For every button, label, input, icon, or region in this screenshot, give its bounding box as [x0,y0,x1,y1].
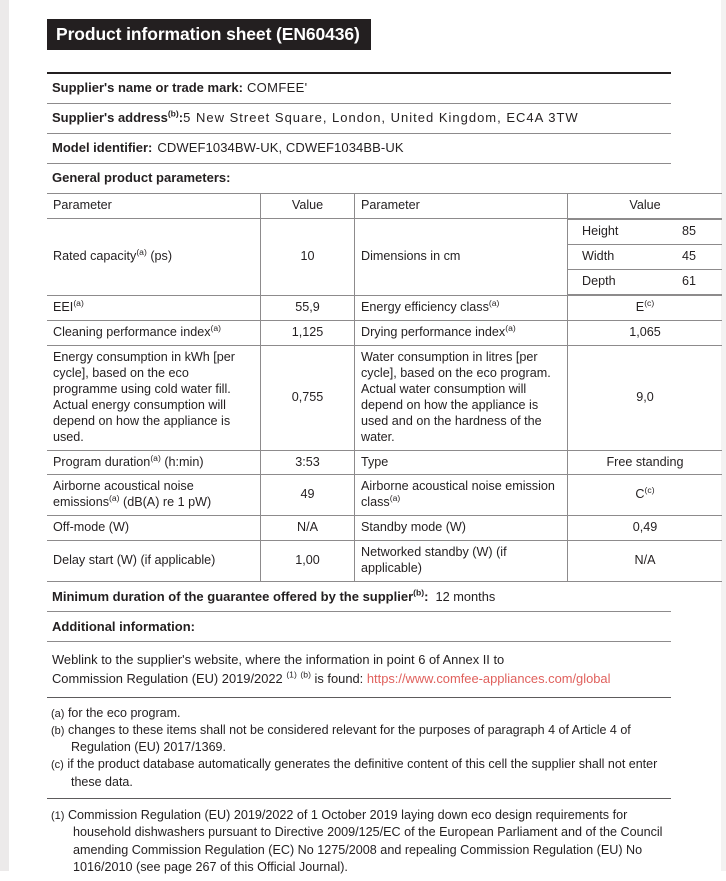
delay-start-label: Delay start (W) (if applicable) [47,541,261,582]
footnote-marker-c: (c) [644,485,655,496]
footnote-1-text: Commission Regulation (EU) 2019/2022 of 1 October 2019 laying down eco design requirements for household dishwashers pursuant to Directive 2009/125/EC of the European Parliament and of the Council amending Commission Regulation (EC) No 1275/2008 and repealing Commission Regulation (EU) No 1016/2010 (see page 267 of this Official Journal). [67,807,663,875]
guarantee-label: Minimum duration of the guarantee offered by the supplier [52,589,414,605]
header-value-left: Value [261,193,355,218]
energy-class-value: E$^{(c)}$ [568,295,723,320]
networked-standby-value: N/A [568,541,723,582]
product-information-sheet [47,0,696,881]
table-row-performance-index [47,320,722,345]
cleaning-index-value: 1,125 [261,320,355,345]
table-row-noise [47,475,722,516]
energy-class-label: Energy efficiency class$^{(a)}$ [355,295,568,320]
footnote-a-mark: (a) [51,708,65,721]
model-identifier-label: Model identifier: [52,139,153,155]
table-header-row [47,193,722,218]
dimension-value-depth: 61 [656,269,722,294]
supplier-address-colon: : [178,110,184,126]
footnote-b-mark: (b) [51,725,65,738]
footnote-a-text: for the eco program. [67,706,181,721]
supplier-name-label: Supplier's name or trade mark: [52,80,243,96]
weblink-text-line2: Commission Regulation (EU) 2019/2022 [52,670,283,686]
dimensions-label: Dimensions in cm [355,218,568,295]
footnote-marker-a: (a) [73,297,84,308]
weblink-block [47,642,671,697]
dimension-row-width [568,244,722,269]
page-title: Product information sheet (EN60436) [47,19,371,50]
footnote-c [51,756,669,790]
noise-emissions-label: Airborne acoustical noise emissions$^{(a)}$ (dB(A) re 1 pW) [47,475,261,516]
dimension-value-height: 85 [656,219,722,244]
dimensions-subtable [568,219,722,295]
off-mode-label: Off-mode (W) [47,516,261,541]
table-row-delay-networked [47,541,722,582]
drying-index-label: Drying performance index$^{(a)}$ [355,320,568,345]
model-identifier-row [47,134,671,163]
header-value-right: Value [568,193,723,218]
dimension-label-width: Width [568,244,656,269]
networked-standby-label: Networked standby (W) (if applicable) [355,541,568,582]
page-left-margin-strip [0,0,9,871]
supplier-address-value: 5 New Street Square, London, United Kingdom, EC4A 3TW [183,110,579,126]
rated-capacity-value: 10 [261,218,355,295]
table-row-off-standby [47,516,722,541]
table-row-eei [47,295,722,320]
guarantee-row [47,582,671,611]
rated-capacity-label: Rated capacity$^{(a)}$ (ps) [47,218,261,295]
footnote-marker-b: (b) [167,108,179,119]
general-parameters-label: General product parameters: [52,169,231,185]
footnote-marker-c: (c) [644,297,655,308]
dimension-row-depth [568,269,722,294]
footnote-marker-a: (a) [505,322,516,333]
supplier-website-link[interactable]: https://www.comfee-appliances.com/global [366,670,611,686]
additional-information-heading: Additional information: [52,619,195,635]
footnote-c-mark: (c) [51,759,64,772]
weblink-text-line3: is found: [314,670,364,686]
supplier-name-row [47,74,671,103]
program-duration-label: Program duration$^{(a)}$ (h:min) [47,450,261,475]
type-value: Free standing [568,450,723,475]
dimension-row-height [568,219,722,244]
eei-value: 55,9 [261,295,355,320]
off-mode-value: N/A [261,516,355,541]
program-duration-value: 3:53 [261,450,355,475]
footnote-b [51,722,669,756]
dimension-value-width: 45 [656,244,722,269]
energy-consumption-label: Energy consumption in kWh [per cycle], based on the eco programme using cold water fill. Actual energy consumption will depend on how the appliance is used. [47,345,261,450]
eei-label: EEI$^{(a)}$ [47,295,261,320]
footnote-marker-a: (a) [488,297,500,308]
footnote-marker-b: (b) [413,588,425,599]
guarantee-colon: : [424,589,429,605]
footnote-marker-a: (a) [150,452,161,463]
weblink-text-line1: Weblink to the supplier's website, where the information in point 6 of Annex II to [52,652,505,668]
dimension-label-depth: Depth [568,269,656,294]
footnote-1 [51,807,669,877]
footnotes-abc [47,698,671,798]
water-consumption-label: Water consumption in litres [per cycle], based on the eco program. Actual water consumption will depend on how the appliance is used and on the hardness of the water. [355,345,568,450]
supplier-block [47,72,671,193]
dimensions-value-group [568,218,723,295]
general-parameters-row [47,164,671,193]
type-label: Type [355,450,568,475]
guarantee-value: 12 months [435,589,496,605]
water-consumption-value: 9,0 [568,345,723,450]
footnotes-regulation [47,799,671,881]
table-row-consumption [47,345,722,450]
cleaning-index-label: Cleaning performance index$^{(a)}$ [47,320,261,345]
noise-class-value: C$^{(c)}$ [568,475,723,516]
noise-emissions-value: 49 [261,475,355,516]
footnote-marker-b: (b) [300,669,311,680]
energy-consumption-value: 0,755 [261,345,355,450]
drying-index-value: 1,065 [568,320,723,345]
footnote-marker-a: (a) [210,322,222,333]
supplier-address-row [47,104,671,133]
delay-start-value: 1,00 [261,541,355,582]
dimension-label-height: Height [568,219,656,244]
footnote-b-text: changes to these items shall not be considered relevant for the purposes of paragraph 4 of Article 4 of Regulation (EU) 2017/1369. [67,723,631,755]
supplier-address-label: Supplier's address [52,110,168,126]
footnote-marker-a: (a) [136,246,147,257]
table-row-rated-capacity [47,218,722,295]
header-parameter-right: Parameter [355,193,568,218]
noise-class-label: Airborne acoustical noise emission class$^{(a)}$ [355,475,568,516]
footnote-c-text: if the product database automatically generates the definitive content of this cell the supplier shall not enter these data. [67,757,658,789]
header-parameter-left: Parameter [47,193,261,218]
footnote-1-mark: (1) [51,809,65,822]
standby-mode-label: Standby mode (W) [355,516,568,541]
standby-mode-value: 0,49 [568,516,723,541]
footnote-marker-a: (a) [389,493,401,504]
supplier-name-value: COMFEE' [246,80,308,96]
general-product-parameters-table [47,193,722,583]
table-row-duration-type [47,450,722,475]
footnote-marker-1: (1) [286,669,297,680]
footnote-marker-a: (a) [109,493,120,504]
footnote-a [51,705,669,722]
model-identifier-value: CDWEF1034BW-UK, CDWEF1034BB-UK [157,139,404,155]
